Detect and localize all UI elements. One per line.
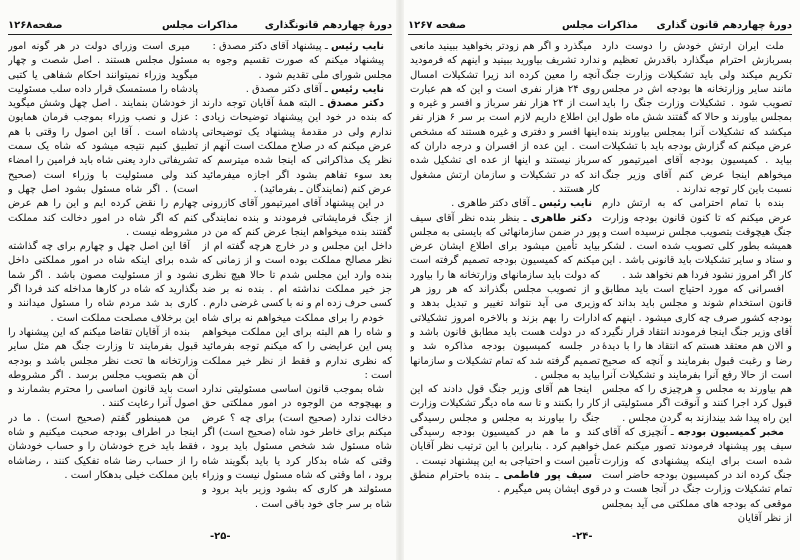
paragraph xyxy=(202,383,392,512)
speaker-name: دکتر طاهری xyxy=(530,212,592,224)
paragraph-text: آقا این اصل چهل و چهارم برای چه گذاشته شده برای اینکه شاه در امور مملکتی داخل نشود و از مسئولیت مصون باشد . اگر شما بگذارید که شاه در کارها مداخله کند فردا اگر کاری بد شد مردم شاه را مسئول میدانند و این برخلاف مصلحت مملکت است . xyxy=(8,241,198,324)
speaker-name: نایب رئیس xyxy=(538,198,592,210)
paragraph xyxy=(202,197,392,311)
page-label: صفحه ۱۲۶۷ xyxy=(408,20,467,31)
paragraph xyxy=(602,426,792,526)
session-title: دورهٔ چهاردهم قانون گذاری xyxy=(656,20,792,31)
speaker-name: نایب رئیس xyxy=(330,83,384,95)
publication-title: مذاکرات مجلس xyxy=(161,20,239,31)
text-column xyxy=(410,40,600,526)
paragraph-text: من همینطور گفتم (صحیح است) . ما در اینجا در اطراف بودجه صحبت میکنیم و شاه فقط باید خرج خودشان را و حساب خودشان را از حساب رضا شاه تفکیک کنند ، رضاشاه باین مملکت خیلی بدهکار است . xyxy=(8,412,198,481)
paragraph-text: ـ آقای دکتر مصدق . xyxy=(245,83,328,95)
publication-title: مذاکرات مجلس xyxy=(561,20,639,31)
page-header xyxy=(8,20,392,35)
paragraph-text: بنده با تمام احترامی که به ارتش دارم عرض میکنم که تا کنون قانون بودجه وزارت جنگ هیچوقت بتصویب مجلس نرسیده است و همیشه بطور کلی تصویب شده است . لشکر و ستاد و سایر تشکیلات باید قانونی باشد . این کار اگر امروز نشود فردا هم نخواهد شد . xyxy=(602,198,792,281)
paragraph-text: میری است وزرای دولت در هر گونه امور مسئول مجلس هستند . اصل شصت و چهار میگوید وزراء نمیتوانند احکام شفاهی یا کتبی پادشاه را مستمسک قرار داده سلب مسئولیت از خودشان بنمایند . اصل چهل وشش میگوید : عزل و نصب وزراء بموجب فرمان همایون پادشاه است . آقا این اصول را وقتی با هم تطبیق کنیم نتیجه میشود که شاه یک سمت تشریفاتی دارد یعنی شاه باید فرامین را امضاء کند ولی مسئولیت با وزراء است (صحیح است) . اگر شاه مسئول بشود اصل چهل و چهارم را نقض کرده ایم و این را هم عرض کنم که اگر شاه در امور دخالت کند مملکت مشروطه نیست . xyxy=(8,41,198,238)
page-number: -۲۵- xyxy=(210,531,231,542)
text-column xyxy=(8,40,198,526)
paragraph-text: ـ بنده باحترام منطق قوی ایشان پس میگیرم . xyxy=(410,469,600,496)
paragraph xyxy=(410,212,600,384)
session-title: دورهٔ چهاردهم قانونگذاری xyxy=(264,20,392,31)
page-label: صفحه۱۲۶۸ xyxy=(8,20,63,31)
paragraph-text: ملت ایران ارتش خودش را دوست دارد بسربازش احترام میگذارد باقدرش تعظیم و تکریم میکند ولی باید تشکیلات وزارت جنگ مانند سایر وزارتخانه ها بودجه اش در مجلس تصویب شود . تشکیلات وزارت جنگ را باید بمجلس بیاورند و حالا که گفتند شش ماه طول میکشد که تشکیلات آنرا بمجلس بیاورند بنده عرض میکنم که گزارش بودجه باید با تشکیلات بیاید . کمیسیون بودجه آقای امیرتیمور که میخواهم اینجا عرض کنم آقای وزیر جنگ نسبت باین کار توجه ندارند . xyxy=(602,41,792,195)
paragraph-text: ـ البته همهٔ آقایان توجه دارند که بنده در خود این پیشنهاد توضیحات زیادی ندارم ولی در مقدمهٔ پیشنهاد یک توضیحاتی عرض میکنم که در صلاح مملکت است آنهم از نظر یک مذاکراتی که اینجا شده میترسم که بعد سوء تفاهم بشود اگر اجازه میفرمائید عرض کنم (نمایندگان ـ بفرمائید) . xyxy=(202,98,392,195)
speaker-name: دکتر مصدق xyxy=(327,98,384,110)
paragraph-text: ـ آنچیزی که آقای سیف پور پیشنهاد فرمودند تصور میکنم عمل شده است برای اینکه پیشنهادی که وزارت جنگ کرده اند در کمیسیون بودجه حاضر است تمام تشکیلات وزارت جنگ در آنجا هست و در موقعی که بودجه های مملکتی می آید بمجلس از نظر آقایان xyxy=(602,427,792,524)
speaker-name: سیف پور فاطمی xyxy=(503,469,592,481)
paragraph xyxy=(202,40,392,54)
paragraph xyxy=(602,40,792,197)
paragraph-text: ـ بنظر بنده نظر آقای سیف پور در ضمن سازمانهائی که بایستی به مجلس بیاید تأمین میشود برای اطلاع ایشان عرض میکنم که کمیسیون بودجه تصمیم گرفته است که دولت باید سازمانهای وزارتخانه ها را بیاورد و از تصویب مجلس بگذراند که هر روز هر وزیری می آید نتواند تغییر و تبدیل بدهد و ادارات را بهم بزند و بالاخره امروز تشکیلاتی که در دولت هست باید مطابق قانون باشد و در جلسه کمیسیون بودجه مذاکره شد و تصمیم گرفته شد که تمام تشکیلات و سازمانها بیاید به مجلس . xyxy=(410,212,600,381)
paragraph xyxy=(8,40,198,240)
text-column xyxy=(202,40,392,526)
paragraph xyxy=(202,312,392,383)
paragraph-text: میگذرد و اگر هم زودتر بخواهید ببینید مانعی ندارد تشریف بیاورید ببینید و اینهم که فرمودید آنچه را معین کرده اند زیرا تشکیلات امسال روی ۲۴ هزار نفری است و این که هم عبارت است از ۲۴ هزار نفر سرباز و افسر و غیره و این اطلاع داریم لازم است بر سر ۶ هزار نفر اینها افسر و دفتری و غیره هستند که مشخص است . این عده از افسران و درجه داران که سرباز نیستند و اینها از عده ای تشکیل شده اند که در تشکیلات و سازمان ارتش مشغول کار هستند . xyxy=(410,41,600,195)
paragraph xyxy=(202,54,392,83)
paragraph-text: ـ آقای دکتر طاهری . xyxy=(451,198,536,210)
paragraph xyxy=(8,240,198,326)
book-gutter xyxy=(396,0,404,560)
paragraph xyxy=(410,383,600,469)
speaker-name: نایب رئیس xyxy=(330,41,384,52)
paragraph xyxy=(410,469,600,498)
speaker-name: مخبر کمیسیون بودجه xyxy=(677,427,784,439)
paragraph xyxy=(202,83,392,97)
paragraph xyxy=(602,197,792,283)
paragraph-text: اینجا هم آقای وزیر جنگ قول دادند که این کار را بکنند و تا سه ماه دیگر تشکیلات وزارت جنگ را بیاورند به مجلس و مجلس رسیدگی کند و ما هم در کمیسیون بودجه رسیدگی خواهیم کرد . بنابراین با این ترتیب نظر آقایان تأمین است و احتیاجی به این پیشنهاد نیست . xyxy=(410,384,600,467)
paragraph xyxy=(410,40,600,197)
paragraph xyxy=(202,97,392,197)
paragraph-text: ـ پیشنهاد آقای دکتر مصدق : xyxy=(212,41,328,52)
paragraph-text: بنده از آقایان تقاضا میکنم که این پیشنهاد را قبول بفرمایند تا وزارت جنگ هم مثل سایر وزارتخانه ها تحت نظر مجلس باشد و بودجه آن هم بتصویب مجلس برسد . اگر مشروطه است باید قانون اساسی را محترم بشمارند و اصول آنرا رعایت کنند . xyxy=(8,326,198,410)
paragraph-text: افسرانی که مورد احتیاج است باید مطابق قانون استخدام شوند و مجلس باید بداند که بودجه کشور صرف چه کاری میشود . اینهم که آقای وزیر جنگ اینجا فرمودند انتقاد قرار نگیرد و الان هم معتقد هستم که انتقاد ها را با دیدهٔ رضا و رغبت قبول بفرمایند و آنچه که صحیح است از حالا رفع آنرا بفرمایند و تشکیلات آنرا هم بیاورند به مجلس و هرچیزی را که مجلس قبول کرد اجرا کنند و آنوقت اگر مسئولیتی از این راه پیدا شد بیندازند به گردن مجلس . xyxy=(602,284,792,424)
paragraph xyxy=(8,326,198,412)
paragraph xyxy=(410,197,600,211)
page-number: -۲۴- xyxy=(572,531,593,542)
page-right xyxy=(400,0,800,560)
paragraph xyxy=(602,283,792,426)
paragraph-text: خودم را برای مملکت میخواهم نه برای شاه و شاه را هم البته برای این مملکت میخواهم پس این عرایضی را که میکنم توجه بفرمائید که نظری ندارم و فقط از نظر خیر مملکت است : xyxy=(202,312,392,381)
paragraph-text: پیشنهاد میکنم که صورت تقسیم وجوه به مجلس شورای ملی تقدیم شود . xyxy=(202,55,392,81)
page-header xyxy=(408,20,792,35)
paragraph-text: شاه بموجب قانون اساسی مسئولیتی ندارد و بهیچوجه من الوجوه در امور مملکتی حق دخالت ندارد (صحیح است) برای چه ؟ عرض میکنم برای خاطر خود شاه (صحیح است) اگر شاه مسئول شد شخص مسئول باید برود ، وقتی که شاه بدکار کرد یا باید بگویند شاه برود ، اما وقتی که شاه مسئول نیست و وزراء مسئولند هر کاری که بشود وزیر باید برود و شاه بر سر جای خود باقی است . xyxy=(202,384,392,510)
paragraph-text: در این پیشنهاد آقای امیرتیمور آقای کازرونی از جنگ فرمایشاتی فرمودند و بنده نمایندگی گفتند بنده میخواهم اینجا عرض کنم که من در داخل این مجلس و در خارج هرچه گفته ام از نظر مصالح مملکت بوده است و از زمانی که بنده وارد این مجلس شدم تا حالا هیچ نظری جز خیر مملکت نداشته ام . بنده نه بر ضد کسی حرف زده ام و نه با کسی غرضی دارم . xyxy=(202,198,392,310)
paragraph xyxy=(8,412,198,483)
text-column xyxy=(602,40,792,526)
